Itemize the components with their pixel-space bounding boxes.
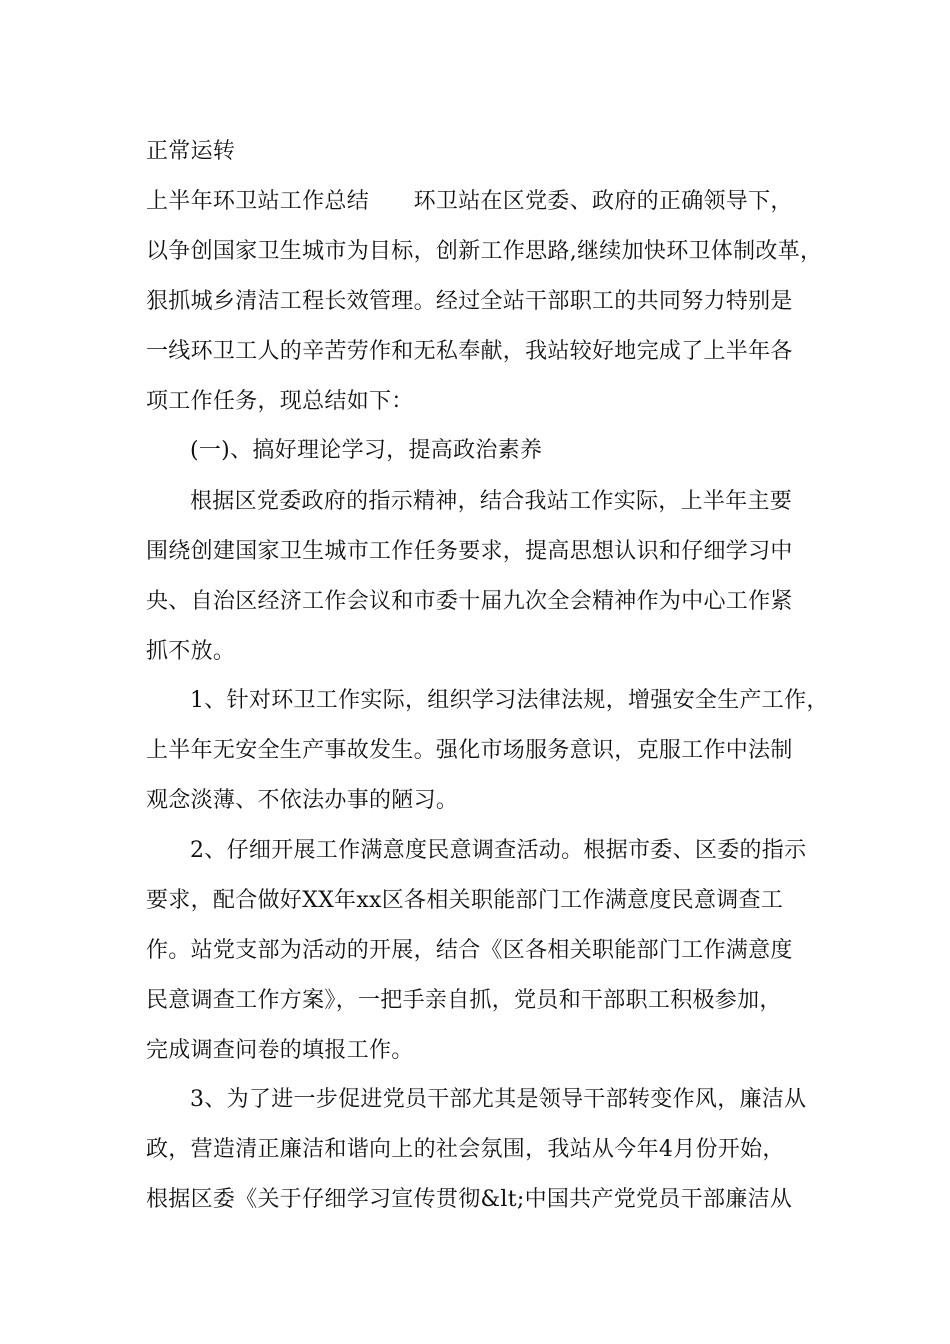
text-line: 民意调查工作方案》，一把手亲自抓，党员和干部职工积极参加， [146,988,782,1013]
text-line: 观念淡薄、不依法办事的陋习。 [146,788,459,813]
text-line: 以争创国家卫生城市为目标，创新工作思路,继续加快环卫体制改革， [146,239,823,264]
text-line: 围绕创建国家卫生城市工作任务要求，提高思想认识和仔细学习中 [146,539,793,564]
text-line: 抓不放。 [146,639,236,664]
text-line: 3、为了进一步促进党员干部尤其是领导干部转变作风，廉洁从 [190,1087,807,1112]
text-line: 项工作任务，现总结如下： [146,389,414,414]
text-line: 一线环卫工人的辛苦劳作和无私奉献，我站较好地完成了上半年各 [146,339,793,364]
text-line: 央、自治区经济工作会议和市委十届九次全会精神作为中心工作紧 [146,589,793,614]
text-line: 根据区党委政府的指示精神，结合我站工作实际，上半年主要 [190,489,793,514]
text-line: 正常运转 [146,139,236,164]
text-line: 完成调查问卷的填报工作。 [146,1038,414,1063]
text-line: 根据区委《关于仔细学习宣传贯彻&lt;中国共产党党员干部廉洁从 [146,1187,793,1212]
text-line: 政，营造清正廉洁和谐向上的社会氛围，我站从今年4月份开始， [146,1137,785,1162]
text-line: 2、仔细开展工作满意度民意调查活动。根据市委、区委的指示 [190,838,807,863]
text-line: 1、针对环卫工作实际，组织学习法律法规，增强安全生产工作， [190,688,829,713]
section-heading: (一)、搞好理论学习，提高政治素养 [190,438,543,463]
text-line: 上半年环卫站工作总结 环卫站在区党委、政府的正确领导下， [146,189,793,214]
text-line: 狠抓城乡清洁工程长效管理。经过全站干部职工的共同努力特别是 [146,289,793,314]
text-line: 上半年无安全生产事故发生。强化市场服务意识，克服工作中法制 [146,738,793,763]
text-line: 作。站党支部为活动的开展，结合《区各相关职能部门工作满意度 [146,938,793,963]
text-line: 要求，配合做好XX年xx区各相关职能部门工作满意度民意调查工 [146,888,784,913]
